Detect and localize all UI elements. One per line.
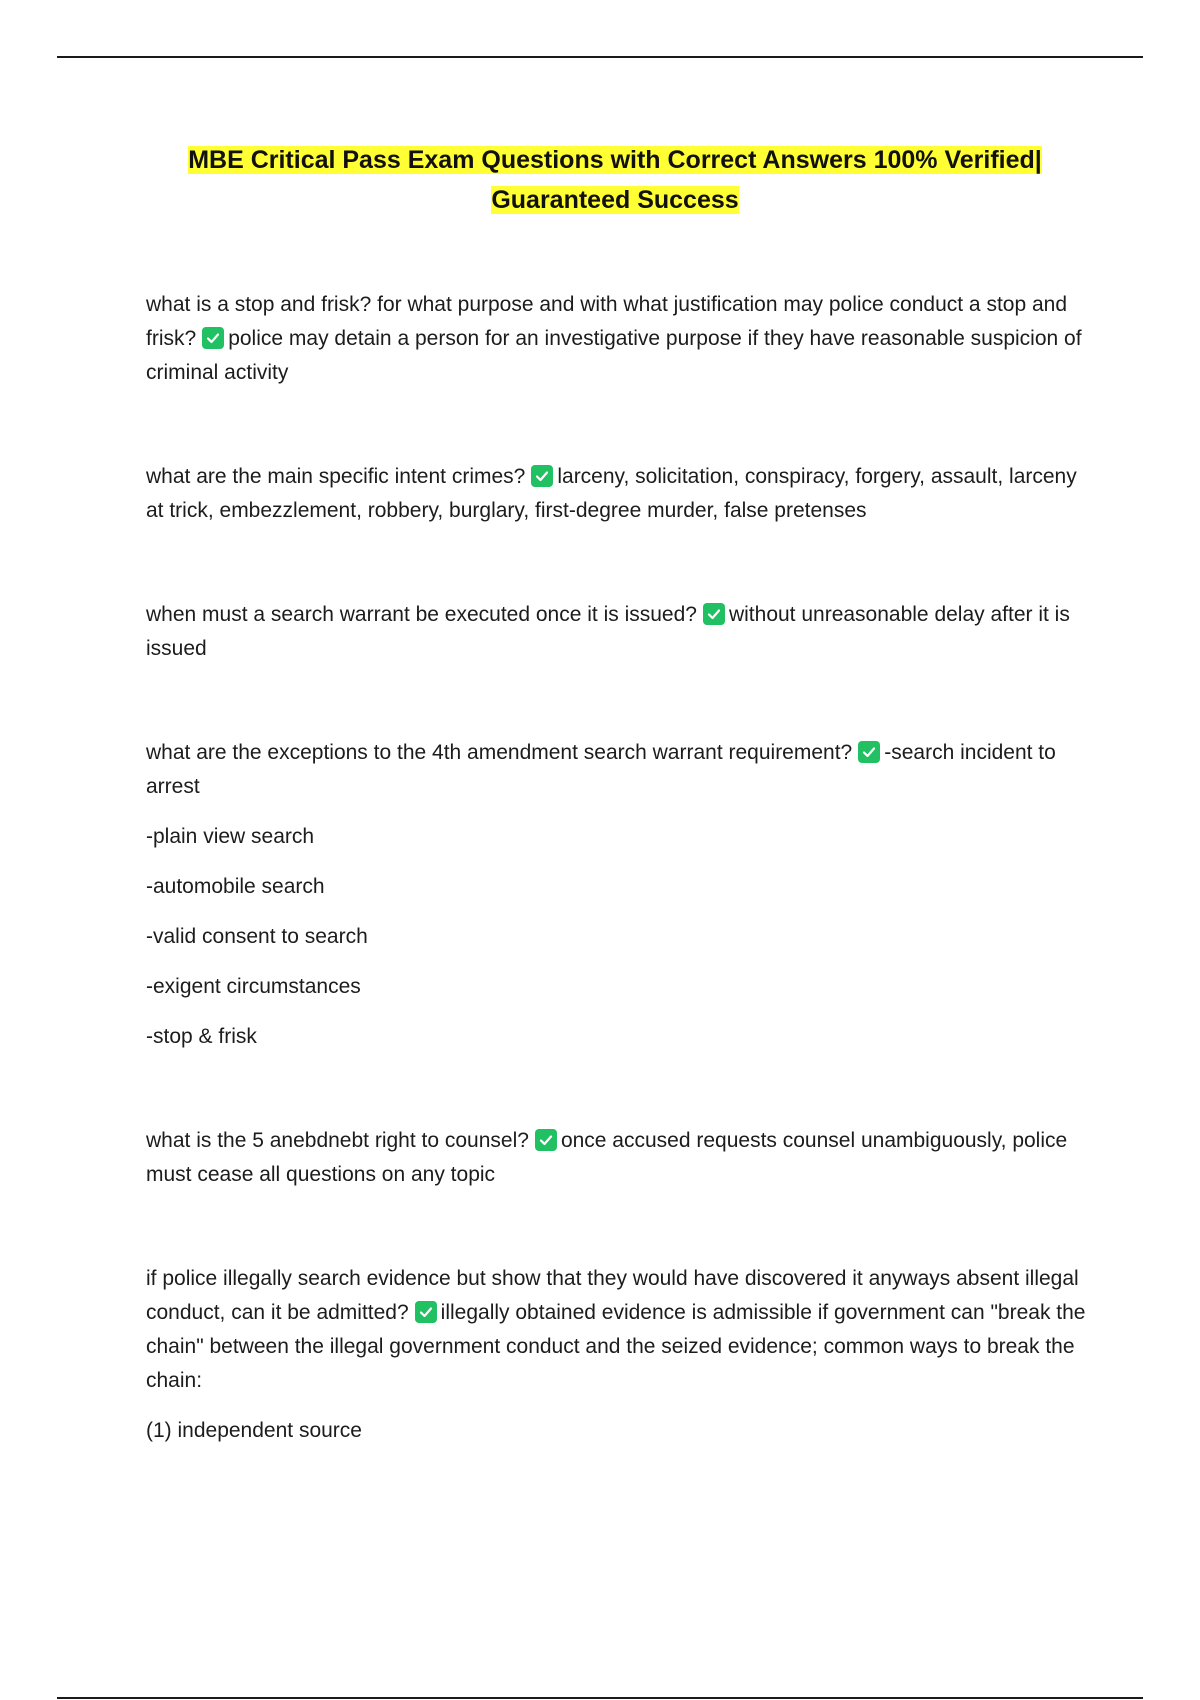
answer-list-item: (1) independent source xyxy=(146,1419,362,1442)
answer-list-item: -stop & frisk xyxy=(146,1025,257,1048)
qa-item xyxy=(146,1124,1096,1192)
check-mark-icon xyxy=(858,741,880,763)
answer-text: illegally obtained evidence is admissible if government can "break the chain" between the illegal government conduct and the seized evidence; common ways to break the chain: xyxy=(146,1301,1086,1392)
check-mark-icon xyxy=(415,1301,437,1323)
qa-list xyxy=(146,288,1096,1518)
qa-item xyxy=(146,736,1096,1054)
question-text: when must a search warrant be executed once it is issued? xyxy=(146,603,697,626)
qa-item xyxy=(146,1262,1096,1448)
check-mark-icon xyxy=(703,603,725,625)
answer-list-item: -valid consent to search xyxy=(146,925,368,948)
question-text: what is the 5 anebdnebt right to counsel? xyxy=(146,1129,529,1152)
question-text: if police illegally search evidence but show that they would have discovered it anyways absent illegal conduct, can it be admitted? xyxy=(146,1267,1079,1324)
qa-text xyxy=(146,598,1096,666)
check-mark-icon xyxy=(535,1129,557,1151)
answer-text: -search incident to arrest xyxy=(146,741,1056,798)
qa-text xyxy=(146,1124,1096,1192)
answer-text: police may detain a person for an investigative purpose if they have reasonable suspicion of criminal activity xyxy=(146,327,1082,384)
qa-text xyxy=(146,288,1096,390)
answer-list-item: -automobile search xyxy=(146,875,325,898)
document-title xyxy=(120,140,1110,220)
answer-list-item: -plain view search xyxy=(146,825,315,848)
title-line-1: MBE Critical Pass Exam Questions with Correct Answers 100% Verified| xyxy=(188,146,1042,174)
qa-text xyxy=(146,1262,1096,1398)
qa-text xyxy=(146,460,1096,528)
title-line-2: Guaranteed Success xyxy=(491,186,739,214)
top-rule xyxy=(57,56,1143,58)
qa-item xyxy=(146,288,1096,390)
answer-text: larceny, solicitation, conspiracy, forgery, assault, larceny at trick, embezzlement, robbery, burglary, first-degree murder, false pretenses xyxy=(146,465,1077,522)
qa-text xyxy=(146,736,1096,804)
check-mark-icon xyxy=(531,465,553,487)
question-text: what is a stop and frisk? for what purpose and with what justification may police conduct a stop and frisk? xyxy=(146,293,1068,350)
bottom-rule xyxy=(57,1697,1143,1699)
question-text: what are the main specific intent crimes? xyxy=(146,465,526,488)
answer-text: without unreasonable delay after it is issued xyxy=(146,603,1070,660)
question-text: what are the exceptions to the 4th amendment search warrant requirement? xyxy=(146,741,853,764)
answer-list-item: -exigent circumstances xyxy=(146,975,361,998)
check-mark-icon xyxy=(202,327,224,349)
qa-item xyxy=(146,460,1096,528)
qa-item xyxy=(146,598,1096,666)
answer-text: once accused requests counsel unambiguously, police must cease all questions on any topic xyxy=(146,1129,1068,1186)
